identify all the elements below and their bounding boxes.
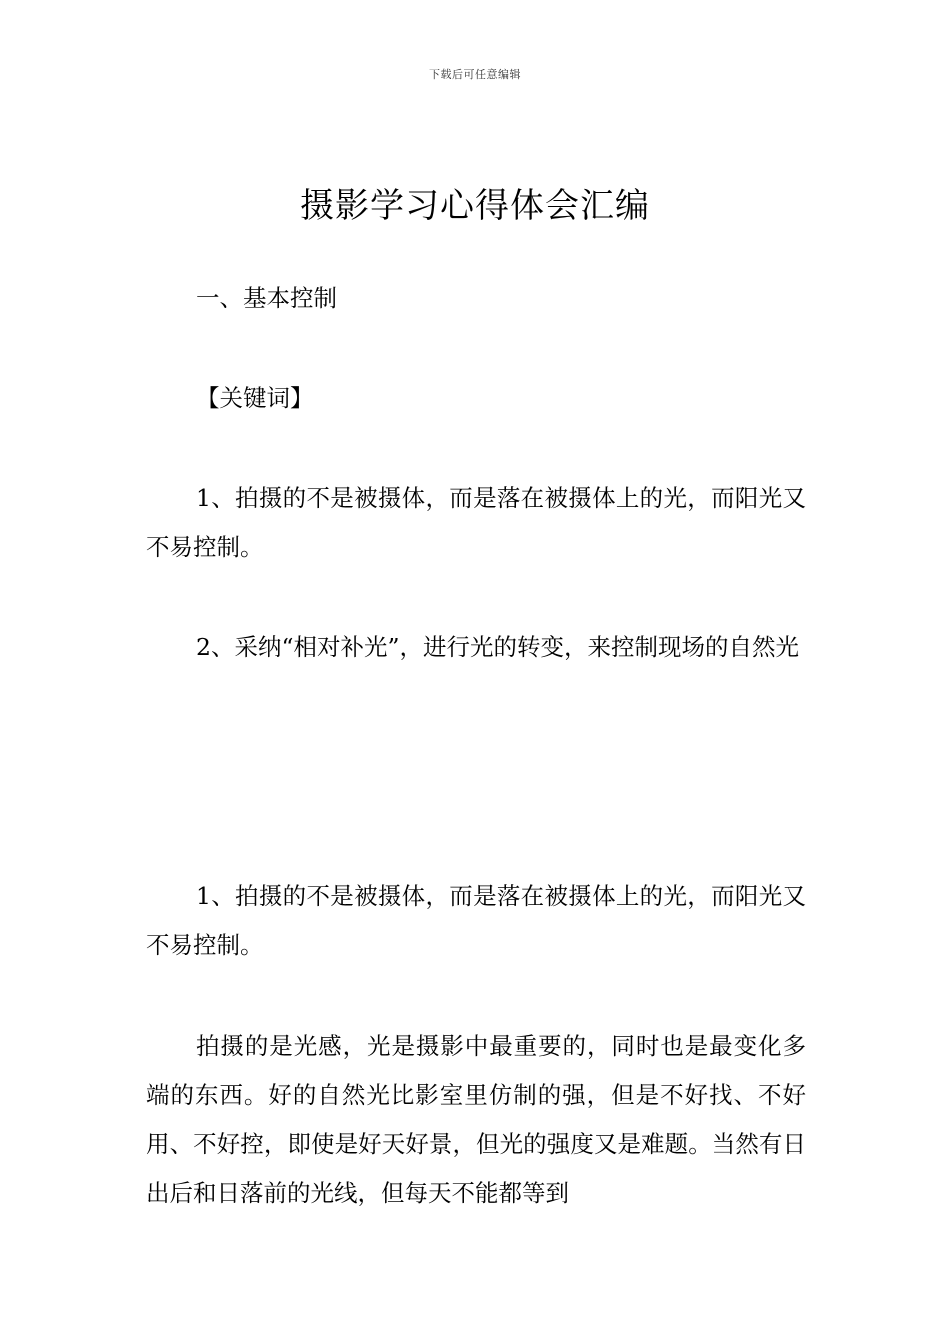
paragraph-body: 拍摄的是光感，光是摄影中最重要的，同时也是最变化多端的东西。好的自然光比影室里仿制的强，但是不好找、不好用、不好控，即使是好天好景，但光的强度又是难题。当然有日出后和日落前的光线，但每天不能都等到 [146, 1032, 806, 1207]
section-heading: 一、基本控制 [196, 284, 337, 312]
paragraph-point-2: 2、采纳“相对补光”，进行光的转变，来控制现场的自然光 [196, 633, 799, 661]
header-note: 下载后可任意编辑 [429, 68, 521, 81]
document-title: 摄影学习心得体会汇编 [300, 186, 650, 226]
paragraph-point-1-repeat: 1、拍摄的不是被摄体，而是落在被摄体上的光，而阳光又不易控制。 [146, 882, 806, 959]
paragraph-point-1: 1、拍摄的不是被摄体，而是落在被摄体上的光，而阳光又不易控制。 [146, 484, 806, 561]
keywords-label: 【关键词】 [196, 384, 314, 412]
